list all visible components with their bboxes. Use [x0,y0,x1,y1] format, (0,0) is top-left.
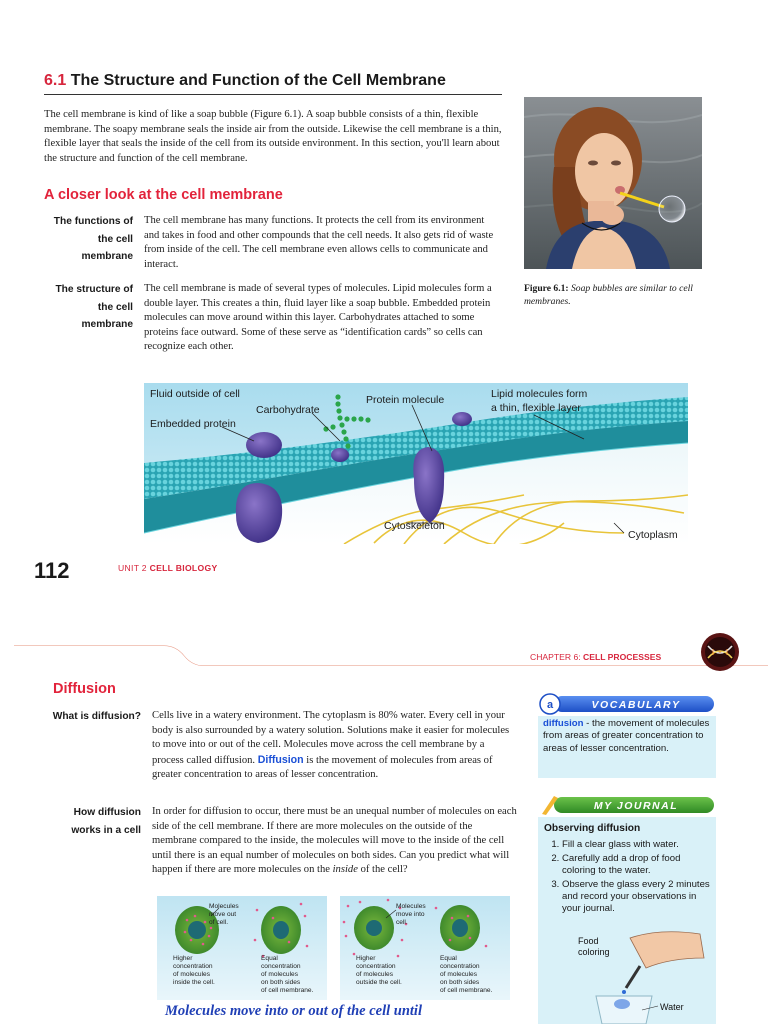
title-divider [44,94,502,95]
diffusion-term: Diffusion [257,753,304,766]
label-fluid-outside: Fluid outside of cell [150,388,240,400]
journal-title: Observing diffusion [544,823,641,834]
figure-caption-text: Soap bubbles are similar to cell membranes. [524,283,693,307]
howworks-label: How diffusion works in a cell [71,807,141,836]
diffusion-in-diagram [340,896,510,1000]
vocab-definition: - the movement of molecules from areas of greater concentration to areas of lesser concentration. [543,718,710,754]
functions-label: The functions of the cell membrane [53,216,133,262]
label-cytoskeleton: Cytoskeleton [384,520,445,532]
whatis-label: What is diffusion? [52,711,141,722]
diffusion-out-diagram [157,896,327,1000]
functions-paragraph: The cell membrane has many functions. It protects the cell from its environment and takes in food and other compounds that the cell needs. It also gets rid of waste from inside of the cell. The cell membrane even allows cells to communicate and interact. [144,215,494,270]
figure-label: Figure 6.1: [524,283,569,294]
structure-paragraph: The cell membrane is made of several types of molecules. Lipid molecules form a double layer. This creates a thin, fluid layer like a soap bubble. Embedded protein molecules can move around within this layer. Carbohydrates attached to some proteins face outward. Some of these serve as “identification cards” so cells can recognize each other. [144,283,492,353]
whatis-text-a: Cells live in a watery environment. The cytoplasm is 80% water. Every cell in your body is also surrounded by a watery solution. Solutions make it easier for molecules to move into or out of the cell. Molecules move across the cell membrane by a process called diffusion. [152,710,510,766]
page-number: 112 [34,558,70,583]
chapter-name: CELL PROCESSES [583,652,662,662]
section-title-text: The Structure and Function of the Cell Membrane [70,72,446,89]
howworks-paragraph [152,805,518,878]
how-text-b: of the cell? [357,864,408,876]
how-text-italic: inside [332,864,358,876]
water-label: Water [660,1002,684,1012]
vocabulary-banner [536,693,716,715]
vocabulary-box [538,716,716,778]
section-number: 6.1 [44,72,67,89]
diffusion-heading: Diffusion [53,681,116,697]
soap-bubble-photo [524,97,702,269]
whatis-text-b: is the movement of molecules from areas of greater concentration to areas of lesser concentration. [152,754,493,781]
chapter-number: CHAPTER 6: [530,652,581,662]
food-label-1: Food [578,936,599,946]
cells1-right-caption: Equal concentration of molecules on both sides of cell membrane. [261,955,314,994]
label-carbohydrate: Carbohydrate [256,404,320,416]
cells1-left-caption: Higher concentration of molecules inside the cell. [173,955,215,986]
page2-header-decoration [14,616,768,676]
cells1-arrow-label: Molecules move out of cell. [209,903,239,926]
unit-number: UNIT 2 [118,563,147,573]
unit-name: CELL BIOLOGY [149,563,218,573]
journal-steps [544,839,710,915]
journal-banner [536,794,716,816]
dna-icon [700,632,740,672]
label-embedded-protein: Embedded protein [150,418,236,430]
vocab-banner-text: VOCABULARY [591,699,681,711]
cells2-arrow-label: Molecules move into cell. [396,903,426,926]
journal-step: 3. Observe the glass every 2 minutes and record your observations in your journal. [562,879,710,916]
figure-caption [524,283,706,308]
subheading: A closer look at the cell membrane [44,187,283,203]
structure-label: The structure of the cell membrane [55,284,133,330]
whatis-paragraph [152,709,514,783]
journal-banner-text: MY JOURNAL [593,800,679,812]
label-cytoplasm: Cytoplasm [628,529,678,541]
diffusion-summary-text: Molecules move into or out of the cell until [165,1003,422,1019]
label-lipid-line2: a thin, flexible layer [491,402,581,414]
label-lipid-line1: Lipid molecules form [491,388,588,400]
section-title [44,72,446,90]
chapter-label [530,652,661,662]
food-label-2: coloring [578,947,610,957]
cells2-left-caption: Higher concentration of molecules outside the cell. [356,955,402,986]
unit-label [118,563,217,573]
intro-paragraph: The cell membrane is kind of like a soap bubble (Figure 6.1). A soap bubble consists of a thin, flexible membrane. The soapy membrane seals the inside air from the outside. Likewise the cell membrane is a thin, flexible layer that seals the inside of the cell from its outside environment. In this section, you'll learn about the structure and function of the cell membrane. [44,109,502,164]
cells2-right-caption: Equal concentration of molecules on both sides of cell membrane. [440,955,493,994]
vocab-letter-icon: a [546,699,554,711]
vocab-term: diffusion [543,718,584,729]
journal-step: 2. Carefully add a drop of food coloring to the water. [562,853,710,878]
food-coloring-illustration [560,928,710,1024]
cell-membrane-diagram [144,383,688,544]
label-protein-molecule: Protein molecule [366,394,445,406]
journal-step: 1. Fill a clear glass with water. [562,839,710,851]
how-text-a: In order for diffusion to occur, there must be an unequal number of molecules on each side of the cell membrane. If there are more molecules on the outside of the membrane compared to the inside, the molecules will move to the inside of the cell until there is an equal number of molecules on both sides. Can you predict what will happen if there are more molecules on the [152,806,517,876]
